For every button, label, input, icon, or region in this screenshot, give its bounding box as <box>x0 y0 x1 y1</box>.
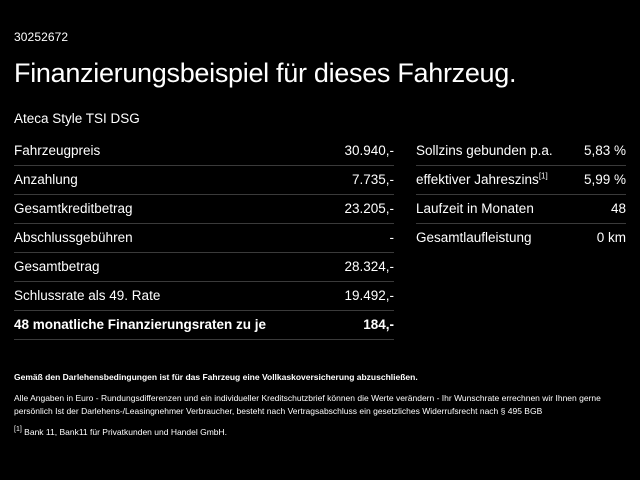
row-value: 0 km <box>596 230 626 245</box>
table-row-monthly-rate <box>14 311 394 340</box>
table-row <box>14 166 394 195</box>
table-row <box>416 224 626 252</box>
row-label: Schlussrate als 49. Rate <box>14 288 161 303</box>
row-label: Gesamtbetrag <box>14 259 100 274</box>
footer-paragraph: Alle Angaben in Euro - Rundungsdifferenzen und ein individueller Kreditschutzbrief können die Werte verändern - Ihr Wunschrate errechnen wir Ihnen gerne persönlich Ist der Darlehens-/Leasingnehmer Verbraucher, besteht nach Vertragsabschluss ein gesetzliches Widerrufsrecht nach § 495 BGB <box>14 393 601 416</box>
row-label-group <box>416 172 548 188</box>
row-value: 30.940,- <box>344 143 394 158</box>
table-row <box>14 253 394 282</box>
table-row <box>416 195 626 224</box>
row-value: 19.492,- <box>344 288 394 303</box>
table-row <box>14 195 394 224</box>
footnote-marker: [1] <box>538 171 548 181</box>
footnote-text: Bank 11, Bank11 für Privatkunden und Handel GmbH. <box>24 427 228 437</box>
footer-footnote <box>14 426 626 438</box>
row-label: 48 monatliche Finanzierungsraten zu je <box>14 317 267 332</box>
row-value: - <box>389 230 394 245</box>
row-label: Fahrzeugpreis <box>14 143 101 158</box>
row-value: 48 <box>610 201 626 216</box>
page-title: Finanzierungsbeispiel für dieses Fahrzeug. <box>14 58 517 88</box>
finance-table-left <box>14 137 394 340</box>
vehicle-model-subtitle: Ateca Style TSI DSG <box>14 111 140 126</box>
row-value: 5,99 % <box>583 172 626 187</box>
row-value: 5,83 % <box>583 143 626 158</box>
row-label: Gesamtlaufleistung <box>416 230 532 245</box>
row-label: Laufzeit in Monaten <box>416 201 534 216</box>
table-row <box>14 282 394 311</box>
finance-table-right <box>394 137 626 340</box>
table-row <box>416 137 626 166</box>
row-label: Abschlussgebühren <box>14 230 133 245</box>
table-row <box>14 137 394 166</box>
table-row <box>416 166 626 195</box>
row-value: 7.735,- <box>351 172 394 187</box>
row-value: 23.205,- <box>344 201 394 216</box>
footnote-marker: [1] <box>14 426 22 434</box>
row-label: Anzahlung <box>14 172 78 187</box>
table-row <box>14 224 394 253</box>
footer-bold-line: Gemäß den Darlehensbedingungen ist für das Fahrzeug eine Vollkaskoversicherung abzuschließen. <box>14 372 418 382</box>
row-label: Sollzins gebunden p.a. <box>416 143 553 158</box>
row-label: Gesamtkreditbetrag <box>14 201 133 216</box>
row-label: effektiver Jahreszins <box>416 172 539 187</box>
row-value: 184,- <box>363 317 394 332</box>
reference-id: 30252672 <box>14 30 69 44</box>
finance-tables <box>14 137 626 340</box>
row-value: 28.324,- <box>344 259 394 274</box>
footer-disclaimer <box>14 372 626 438</box>
